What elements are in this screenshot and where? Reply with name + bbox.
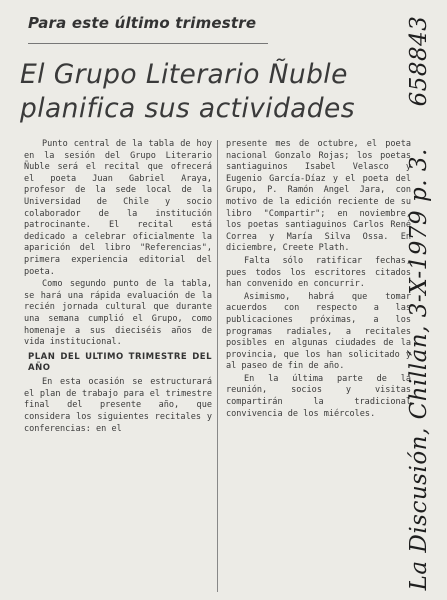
paragraph: Asimismo, habrá que tomar acuerdos con respecto a las publicaciones próximas, a los programas radiales, a recitales posibles en algunas ciudades de la provincia, que los han solicitado y al paseo de fin de año. (226, 291, 411, 372)
archive-number: 658843 (406, 15, 432, 107)
left-column (24, 139, 212, 435)
headline: El Grupo Literario Ñuble planifica sus actividades (20, 59, 355, 124)
handwritten-annotation (389, 8, 447, 598)
paragraph: Punto central de la tabla de hoy en la sesión del Grupo Literario Ñuble será el recital que ofrecerá el poeta Juan Gabriel Araya, profesor de la sede local de la Universidad de Chile y socio colaborador de la institución patrocinante. El recital está dedicado a celebrar oficialmente la aparición del libro "Referencias", primera experiencia editorial del poeta. (24, 139, 212, 277)
paragraph: Como segundo punto de la tabla, se hará una rápida evaluación de la recién jornada cultural que durante una semana cumplió el Grupo, como homenaje a sus dieciséis años de vida institucional. (24, 279, 212, 348)
paragraph: En esta ocasión se estructurará el plan de trabajo para el trimestre final del presente año, que considera los siguientes recitales y conferencias: en el (24, 377, 212, 434)
column-divider (217, 140, 218, 592)
paragraph: presente mes de octubre, el poeta nacional Gonzalo Rojas; los poetas santiaguinos Isabel Velasco y Eugenio García-Díaz y el poeta del Grupo, P. Ramón Angel Jara, con motivo de la edición reciente de su libro "Compartir"; en noviembre, los poetas santiaguinos Carlos René Correa y María Silva Ossa. En diciembre, Creete Plath. (226, 139, 411, 254)
paragraph: Falta sólo ratificar fechas, pues todos los escritores citados han convenido en concurrir. (226, 255, 411, 290)
kicker: Para este último trimestre (28, 14, 257, 32)
right-column (226, 139, 411, 420)
kicker-rule (28, 43, 268, 44)
paragraph: En la última parte de la reunión, socios y visitas compartirán la tradicional convivencia de los miércoles. (226, 373, 411, 419)
handwritten-citation (406, 16, 432, 591)
citation-text: La Discusión, Chillán, 3-X-1979 p. 3. (406, 148, 432, 591)
subhead: PLAN DEL ULTIMO TRIMESTRE DEL AÑO (28, 351, 212, 374)
